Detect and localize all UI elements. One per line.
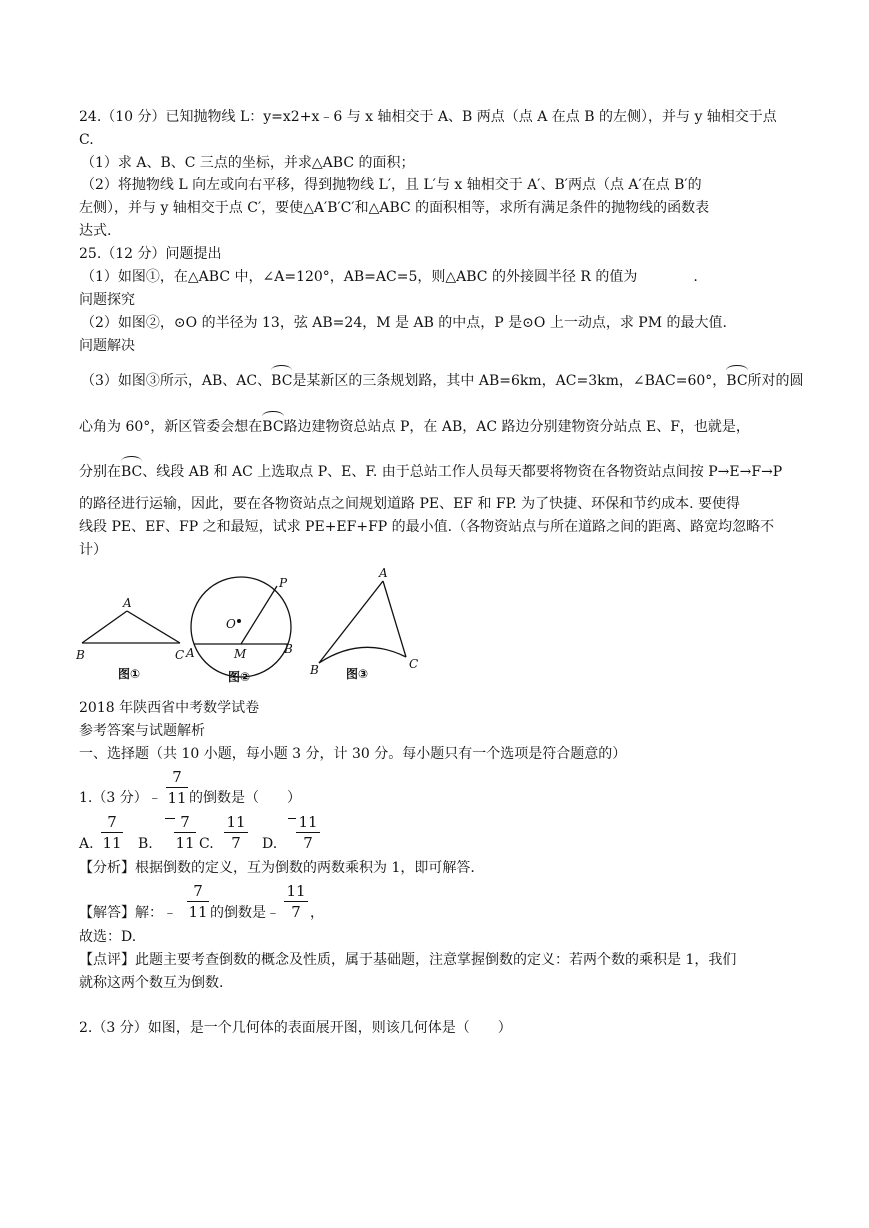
figures	[70, 565, 430, 690]
q24-line-5: 左侧），并与 y 轴相交于点 C′，要使△A′B′C′和△ABC 的面积相等，求所有满足条件的抛物线的函数表	[79, 200, 710, 216]
fig2-label-b: B	[284, 642, 293, 656]
fig3-label-a: A	[379, 566, 388, 580]
q25-heading: 25.（12 分）问题提出	[79, 246, 222, 262]
option-b-fraction	[174, 813, 196, 852]
fig1-caption: 图①	[118, 667, 141, 681]
q1-solution-suffix: ，	[310, 905, 324, 921]
arc-bc: BC	[726, 373, 748, 389]
fraction-denominator: 7	[291, 903, 301, 921]
fraction-numerator: 11	[226, 813, 246, 831]
solution-fraction-1	[187, 882, 209, 921]
q1-fraction	[166, 768, 188, 807]
q25-part-3-line-2	[79, 418, 750, 436]
q25-text: （3）如图③所示，AB、AC、	[81, 373, 272, 389]
fig3-caption: 图③	[346, 667, 369, 681]
fraction-numerator: 7	[180, 813, 190, 831]
fraction-numerator: 7	[107, 813, 117, 831]
q25-part-1: （1）如图①，在△ABC 中，∠A=120°，AB=AC=5，则△ABC 的外接圆半径 R 的值为 .	[81, 269, 698, 285]
q25-text: 路边建物资总站点 P，在 AB，AC 路边分别建物资分站点 E、F，也就是，	[283, 419, 750, 435]
fig2-label-o: O	[226, 617, 236, 631]
q1-solution-mid: 的倒数是﹣	[210, 905, 280, 921]
minus-sign	[288, 818, 296, 819]
fig1-label-b: B	[76, 648, 85, 662]
option-d-fraction	[296, 813, 320, 852]
option-a-fraction	[101, 813, 123, 852]
arc-bc: BC	[262, 419, 284, 435]
fraction-bar	[284, 901, 308, 902]
q24-line-2: C.	[79, 132, 94, 148]
arc-bc: BC	[271, 373, 293, 389]
fraction-numerator: 11	[286, 882, 306, 900]
q1-choice: 故选：D.	[79, 929, 137, 945]
q25-text: 心角为 60°，新区管委会想在	[79, 419, 263, 435]
q1-solution-prefix: 【解答】解：﹣	[79, 905, 177, 921]
arc-bc: BC	[121, 464, 143, 480]
q25-solve-heading: 问题解决	[79, 338, 135, 354]
fraction-denominator: 7	[303, 834, 313, 852]
fraction-bar	[101, 832, 123, 833]
fig2-label-m: M	[234, 647, 247, 661]
fig2-caption: 图②	[228, 670, 251, 684]
q25-text: 是某新区的三条规划路，其中 AB=6km，AC=3km，∠BAC=60°，	[292, 373, 727, 389]
q1-prefix: 1.（3 分）﹣	[79, 790, 162, 806]
q25-explore-heading: 问题探究	[79, 292, 135, 308]
fraction-numerator: 7	[172, 768, 182, 786]
fraction-numerator: 7	[193, 882, 203, 900]
fraction-numerator: 11	[298, 813, 318, 831]
fraction-bar	[174, 832, 196, 833]
q25-part-2: （2）如图②，⊙O 的半径为 13，弦 AB=24，M 是 AB 的中点，P 是⊙O 上一动点，求 PM 的最大值.	[81, 315, 727, 331]
answers-subtitle: 参考答案与试题解析	[79, 723, 205, 739]
q2-stem: 2.（3 分）如图，是一个几何体的表面展开图，则该几何体是（ ）	[79, 1020, 512, 1036]
q25-line-9: 的路径进行运输，因此，要在各物资站点之间规划道路 PE、EF 和 FP. 为了快捷、环保和节约成本. 要使得	[79, 496, 741, 512]
fraction-bar	[166, 787, 188, 788]
fig3-label-b: B	[310, 663, 319, 677]
fig1-label-a: A	[123, 596, 132, 610]
q24-part-1: （1）求 A、B、C 三点的坐标，并求△ABC 的面积；	[81, 155, 415, 171]
fig2-label-p: P	[279, 576, 288, 590]
fraction-bar	[187, 901, 209, 902]
q25-line-10: 线段 PE、EF、FP 之和最短，试求 PE+EF+FP 的最小值.（各物资站点与所在道路之间的距离、路宽均忽略不	[79, 519, 775, 535]
option-d-label: D.	[262, 836, 278, 852]
fraction-bar	[296, 832, 320, 833]
q1-comment-line-2: 就称这两个数互为倒数.	[79, 975, 224, 991]
q25-part-3-line-3	[79, 463, 782, 481]
figure-2-circle	[185, 576, 293, 684]
fraction-bar	[224, 832, 248, 833]
q1-analysis: 【分析】根据倒数的定义，互为倒数的两数乘积为 1，即可解答.	[79, 860, 475, 876]
figure-3-curved-triangle	[309, 566, 418, 681]
option-c-fraction	[224, 813, 248, 852]
figure-1-triangle	[75, 596, 184, 681]
fraction-denominator: 11	[167, 789, 187, 807]
fraction-denominator: 11	[188, 903, 208, 921]
q25-text: 分别在	[79, 464, 121, 480]
section-heading: 一、选择题（共 10 小题，每小题 3 分，计 30 分。每小题只有一个选项是符合题意的）	[79, 746, 627, 762]
fraction-denominator: 11	[102, 834, 122, 852]
fraction-denominator: 7	[231, 834, 241, 852]
q25-text: 、线段 AB 和 AC 上选取点 P、E、F. 由于总站工作人员每天都要将物资在各物资站点间按 P→E→F→P	[142, 464, 783, 480]
option-b-label: B.	[138, 836, 153, 852]
q24-part-2: （2）将抛物线 L 向左或向右平移，得到抛物线 L′，且 L′与 x 轴相交于 A′、B′两点（点 A′在点 B′的	[81, 177, 702, 193]
fig2-label-a: A	[186, 646, 195, 660]
option-c-label: C.	[199, 836, 214, 852]
q1-comment-line-1: 【点评】此题主要考查倒数的概念及性质，属于基础题，注意掌握倒数的定义：若两个数的乘积是 1，我们	[79, 952, 737, 968]
q24-line-1: 24.（10 分）已知抛物线 L：y=x2+x﹣6 与 x 轴相交于 A、B 两点（点 A 在点 B 的左侧），并与 y 轴相交于点	[79, 109, 777, 125]
q25-line-11: 计）	[79, 542, 107, 558]
answers-title: 2018 年陕西省中考数学试卷	[79, 700, 260, 716]
fig3-label-c: C	[409, 657, 419, 671]
q25-part-3-line-1	[81, 372, 804, 390]
fig1-label-c: C	[175, 648, 185, 662]
q24-line-6: 达式.	[79, 223, 112, 239]
solution-fraction-2	[284, 882, 308, 921]
q1-suffix: 的倒数是（ ）	[189, 790, 301, 806]
fraction-denominator: 11	[175, 834, 195, 852]
option-a-label: A.	[79, 836, 94, 852]
q25-text: 所对的圆	[747, 373, 804, 389]
